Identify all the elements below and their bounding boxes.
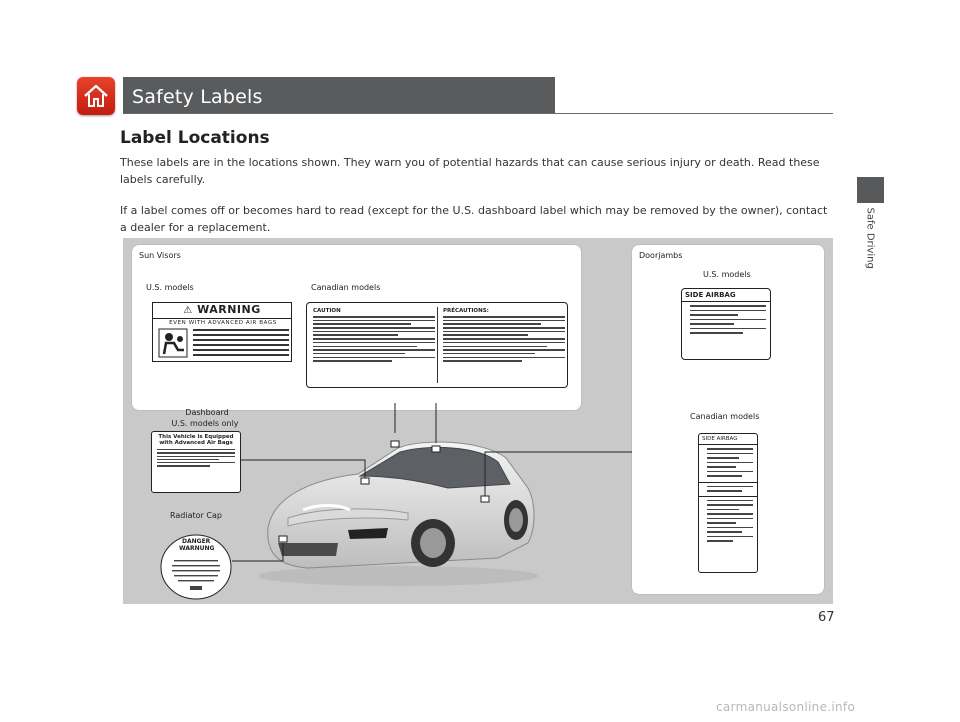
radiator-warning-text: WARNUNG (179, 545, 215, 552)
chapter-label: Safe Driving (864, 207, 876, 269)
page-number: 67 (818, 610, 835, 625)
dashboard-title: Dashboard (185, 408, 229, 417)
chapter-tab[interactable] (857, 177, 884, 203)
doorjambs-canada-label: Canadian models (690, 412, 760, 421)
dashboard-airbag-label: This Vehicle is Equipped with Advanced Air Bags (151, 431, 241, 493)
sun-visors-us-label: U.S. models (146, 283, 194, 292)
section-title: Safety Labels (123, 77, 555, 114)
warning-triangle-icon: ⚠ (183, 305, 193, 316)
replacement-paragraph: If a label comes off or becomes hard to read (except for the U.S. dashboard label which may be removed by the owner), contact a dealer for a replacement. (120, 204, 828, 234)
label-locations-figure (123, 238, 833, 604)
warning-heading: ⚠ WARNING (153, 303, 291, 318)
canada-side-airbag-label: SIDE AIRBAG (698, 433, 758, 573)
warning-subheading: EVEN WITH ADVANCED AIR BAGS (169, 320, 277, 326)
intro-paragraph: These labels are in the locations shown. They warn you of potential hazards that can cause serious injury or death. Read these labels carefully. (120, 156, 820, 186)
page-title: Label Locations (120, 128, 270, 148)
sun-visors-title: Sun Visors (139, 251, 181, 260)
callout-leader-lines (123, 238, 833, 604)
dashboard-subtitle: U.S. models only (171, 419, 239, 428)
radiator-danger-text: DANGER (182, 538, 211, 545)
sun-visors-canada-label: Canadian models (311, 283, 381, 292)
precautions-heading: PRÉCAUTIONS: (443, 308, 489, 314)
radiator-cap-title: Radiator Cap (170, 511, 222, 520)
home-icon (82, 82, 110, 110)
us-side-airbag-label: SIDE AIRBAG (681, 288, 771, 360)
home-button[interactable] (77, 77, 115, 115)
doorjambs-title: Doorjambs (639, 251, 683, 260)
doorjambs-us-label: U.S. models (703, 270, 751, 279)
watermark: carmanualsonline.info (716, 700, 856, 714)
caution-heading: CAUTION (313, 308, 341, 314)
header-divider (123, 113, 833, 114)
